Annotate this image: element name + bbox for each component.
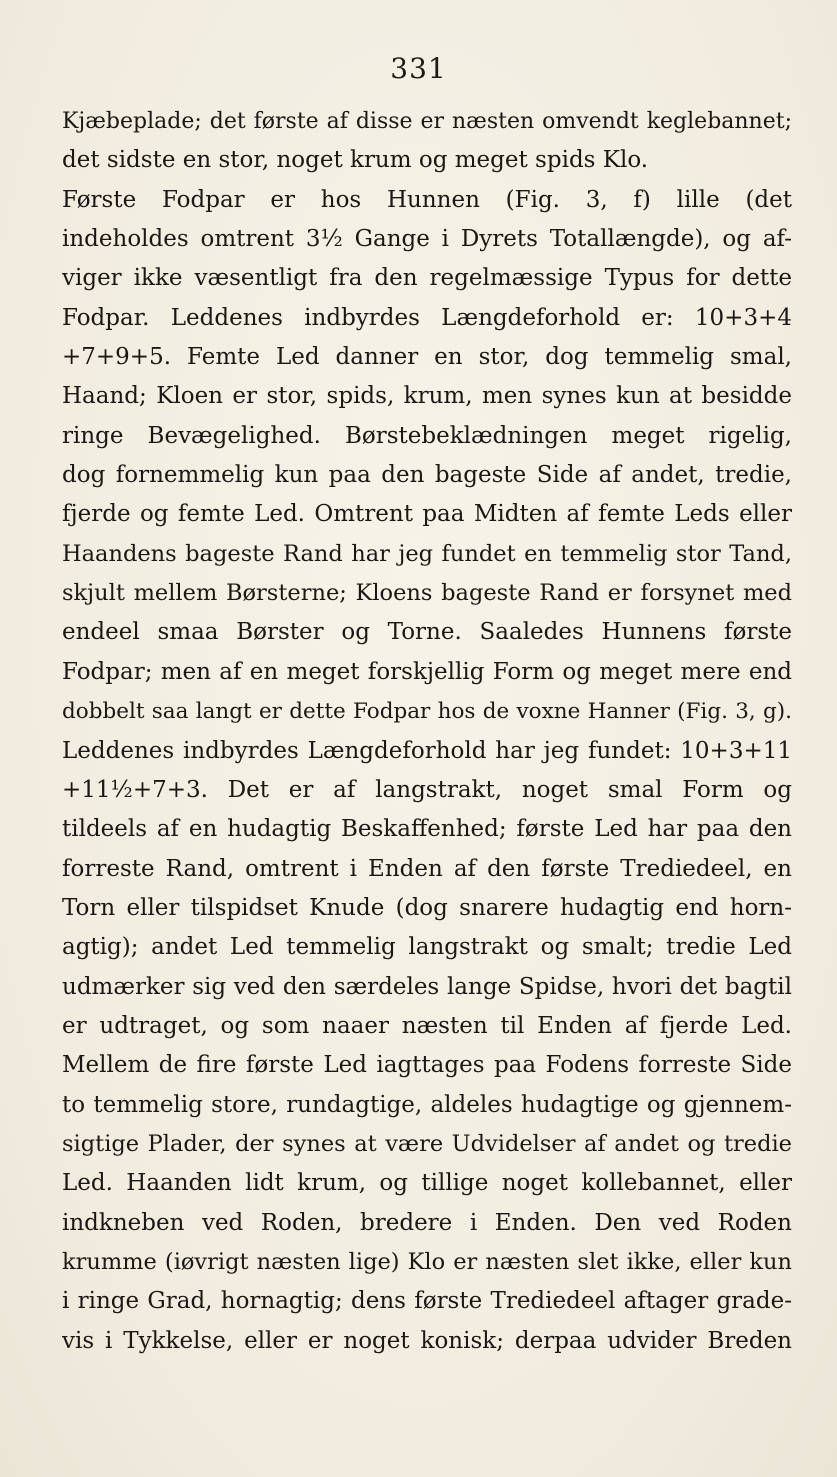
text-line: krumme (iøvrigt næsten lige) Klo er næsten slet ikke, eller kun	[62, 1248, 792, 1275]
text-line: er udtraget, og som naaer næsten til Enden af fjerde Led.	[62, 1012, 792, 1039]
text-line: tildeels af en hudagtig Beskaffenhed; første Led har paa den	[62, 816, 792, 843]
text-line: Leddenes indbyrdes Længdeforhold har jeg fundet: 10+3+11	[62, 737, 792, 764]
page-number: 331	[390, 52, 447, 85]
text-line: agtig); andet Led temmelig langstrakt og smalt; tredie Led	[62, 934, 792, 961]
text-line: Torn eller tilspidset Knude (dog snarere hudagtig end horn-	[62, 894, 792, 921]
text-line: endeel smaa Børster og Torne. Saaledes Hunnens første	[62, 619, 792, 646]
text-line: +7+9+5. Femte Led danner en stor, dog temmelig smal,	[62, 344, 792, 371]
text-line: dobbelt saa langt er dette Fodpar hos de voxne Hanner (Fig. 3, g).	[62, 699, 792, 725]
text-line: Haandens bageste Rand har jeg fundet en temmelig stor Tand,	[62, 540, 792, 567]
text-line: to temmelig store, rundagtige, aldeles hudagtige og gjennem-	[62, 1091, 792, 1118]
text-line: Kjæbeplade; det første af disse er næsten omvendt keglebannet;	[62, 109, 792, 134]
body-text	[62, 102, 792, 1361]
text-line: skjult mellem Børsterne; Kloens bageste Rand er forsynet med	[62, 580, 792, 607]
text-line: Haand; Kloen er stor, spids, krum, men synes kun at besidde	[62, 383, 792, 410]
text-line: forreste Rand, omtrent i Enden af den første Trediedeel, en	[62, 855, 792, 882]
text-line: Mellem de fire første Led iagttages paa Fodens forreste Side	[62, 1052, 792, 1079]
text-line: +11½+7+3. Det er af langstrakt, noget smal Form og	[62, 776, 792, 803]
text-line: vis i Tykkelse, eller er noget konisk; derpaa udvider Breden	[62, 1327, 792, 1354]
text-line: i ringe Grad, hornagtig; dens første Trediedeel aftager grade-	[62, 1288, 792, 1315]
text-line: ringe Bevægelighed. Børstebeklædningen meget rigelig,	[62, 422, 792, 449]
text-line: udmærker sig ved den særdeles lange Spidse, hvori det bagtil	[62, 973, 792, 1000]
text-line: indkneben ved Roden, bredere i Enden. Den ved Roden	[62, 1209, 792, 1236]
text-line: dog fornemmelig kun paa den bageste Side af andet, tredie,	[62, 462, 792, 489]
text-line: viger ikke væsentligt fra den regelmæssige Typus for dette	[62, 265, 792, 292]
text-line: indeholdes omtrent 3½ Gange i Dyrets Totallængde), og af-	[62, 226, 792, 253]
text-line: fjerde og femte Led. Omtrent paa Midten af femte Leds eller	[62, 501, 792, 528]
text-line: Fodpar. Leddenes indbyrdes Længdeforhold er: 10+3+4	[62, 304, 792, 331]
text-line: Første Fodpar er hos Hunnen (Fig. 3, f) lille (det	[62, 186, 792, 213]
text-line: sigtige Plader, der synes at være Udvidelser af andet og tredie	[62, 1130, 792, 1157]
text-line: det sidste en stor, noget krum og meget spids Klo.	[62, 147, 649, 174]
text-line: Led. Haanden lidt krum, og tillige noget kollebannet, eller	[62, 1170, 792, 1197]
text-line: Fodpar; men af en meget forskjellig Form og meget mere end	[62, 658, 792, 685]
